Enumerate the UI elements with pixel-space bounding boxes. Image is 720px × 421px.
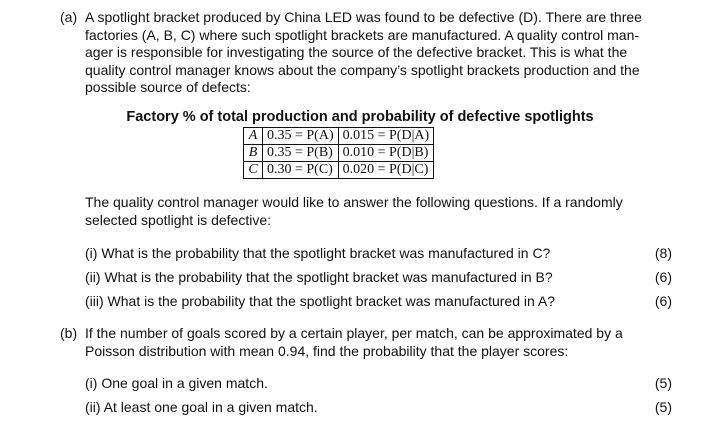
question-text xyxy=(85,269,553,287)
table-cell: 0.35 = P(B) xyxy=(263,145,339,162)
table-row xyxy=(244,162,434,179)
part-a-intro-text xyxy=(85,194,672,229)
question-marks: (6) xyxy=(654,269,672,285)
table-title: Factory % of total production and probability of defective spotlights xyxy=(126,109,594,125)
table-cell: C xyxy=(244,162,263,179)
part-a-intro xyxy=(60,194,672,229)
question-number: (ii) xyxy=(85,269,101,285)
intro-line: The quality control manager would like to answer the following questions. If a randomly xyxy=(85,194,623,210)
question-body: What is the probability that the spotlight bracket was manufactured in B? xyxy=(104,269,553,285)
part-a-label: (a) xyxy=(60,9,78,25)
table-cell: 0.010 = P(D|B) xyxy=(338,145,434,162)
question-text xyxy=(85,293,555,311)
part-a xyxy=(60,9,672,97)
part-b-label: (b) xyxy=(60,325,78,341)
table-cell: 0.30 = P(C) xyxy=(263,162,339,179)
question-marks: (5) xyxy=(654,375,672,391)
question-marks: (6) xyxy=(654,293,672,309)
part-a-line: quality control manager knows about the company’s spotlight brackets production and the xyxy=(85,61,640,78)
table-row xyxy=(244,128,434,145)
part-b-line: Poisson distribution with mean 0.94, find the probability that the player scores: xyxy=(85,342,569,359)
question-text xyxy=(85,375,268,393)
question-marks: (5) xyxy=(654,399,672,415)
part-b-line: If the number of goals scored by a certain player, per match, can be approximated by a xyxy=(85,325,623,341)
part-a-line: factories (A, B, C) where such spotlight brackets are manufactured. A quality control man- xyxy=(85,26,640,43)
question-text xyxy=(85,245,550,263)
factory-probability-table xyxy=(243,127,434,179)
question-body: At least one goal in a given match. xyxy=(103,399,318,415)
question-text xyxy=(85,399,318,417)
question-number: (ii) xyxy=(85,399,101,415)
part-a-line: A spotlight bracket produced by China LED was found to be defective (D). There are three xyxy=(85,9,642,25)
question-body: One goal in a given match. xyxy=(101,375,268,391)
table-row xyxy=(244,145,434,162)
part-a-line: ager is responsible for investigating the source of the defective bracket. This is what the xyxy=(85,44,628,60)
question-marks: (8) xyxy=(654,245,672,261)
part-a-text xyxy=(85,9,672,97)
question-body: What is the probability that the spotlight bracket was manufactured in C? xyxy=(101,245,551,261)
question-number: (iii) xyxy=(85,293,104,309)
table-cell: B xyxy=(244,145,263,162)
question-number: (i) xyxy=(85,375,98,391)
part-b-text xyxy=(85,325,672,360)
table-cell: 0.35 = P(A) xyxy=(263,128,339,145)
part-b xyxy=(60,325,672,360)
question-body: What is the probability that the spotlight bracket was manufactured in A? xyxy=(107,293,556,309)
question-number: (i) xyxy=(85,245,98,261)
table-cell: A xyxy=(244,128,263,145)
table-cell: 0.020 = P(D|C) xyxy=(338,162,434,179)
table-cell: 0.015 = P(D|A) xyxy=(338,128,434,145)
intro-line: selected spotlight is defective: xyxy=(85,211,271,228)
part-a-line: possible source of defects: xyxy=(85,79,251,95)
